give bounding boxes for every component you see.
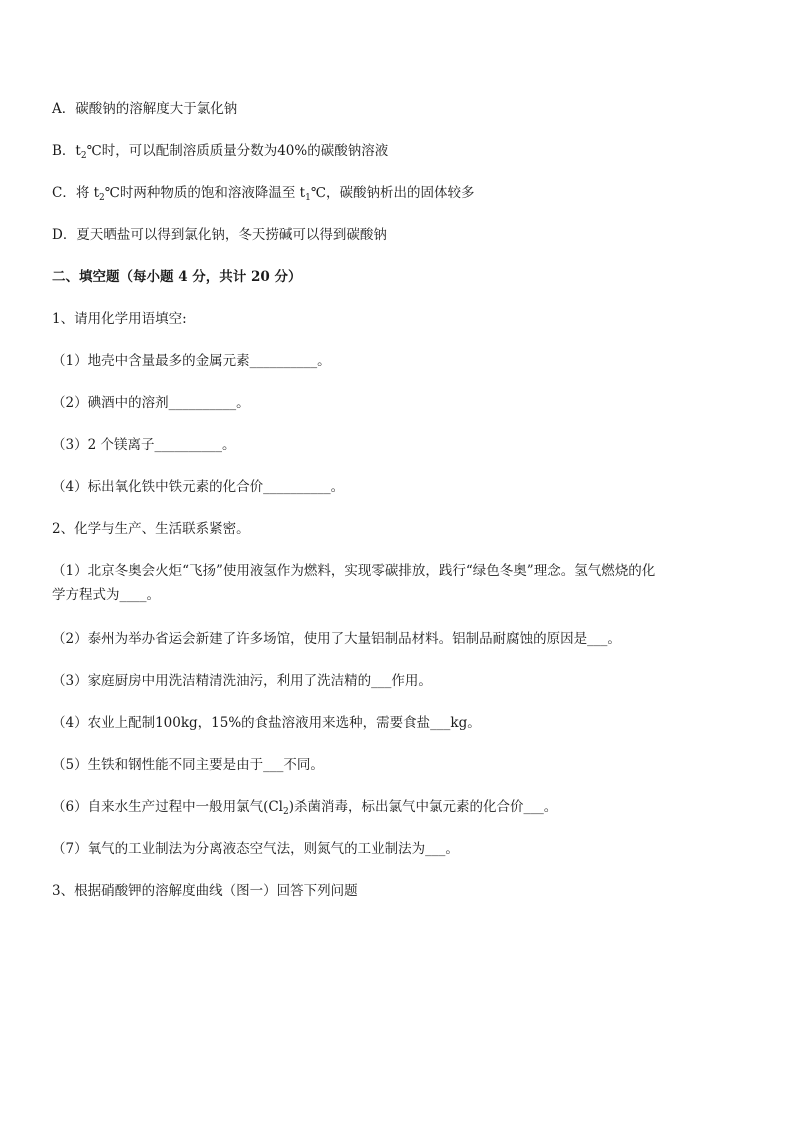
option-a: A．碳酸钠的溶解度大于氯化钠	[52, 101, 238, 117]
question-3-stem: 3、根据硝酸钾的溶解度曲线（图一）回答下列问题	[52, 883, 358, 899]
option-c	[52, 182, 754, 204]
question-2-item-1-line-2: 学方程式为____。	[52, 587, 160, 603]
option-b	[52, 140, 754, 162]
option-c-post: ℃，碳酸钠析出的固体较多	[310, 185, 475, 201]
question-2-item-6-post: )杀菌消毒，标出氯气中氯元素的化合价___。	[288, 799, 558, 815]
question-1-item-2: （2）碘酒中的溶剂__________。	[52, 395, 250, 411]
question-2-item-3: （3）家庭厨房中用洗洁精清洗油污，利用了洗洁精的___作用。	[52, 673, 432, 689]
question-2-item-5: （5）生铁和钢性能不同主要是由于___不同。	[52, 757, 324, 773]
question-1-item-3: （3）2 个镁离子__________。	[52, 437, 236, 453]
option-b-pre: B．t	[52, 143, 81, 159]
option-d: D．夏天晒盐可以得到氯化钠，冬天捞碱可以得到碳酸钠	[52, 227, 387, 243]
option-b-post: ℃时，可以配制溶质质量分数为40%的碳酸钠溶液	[86, 143, 389, 159]
option-c-pre: C．将 t	[52, 185, 100, 201]
section-2-title: 二、填空题（每小题 4 分，共计 20 分）	[52, 269, 302, 285]
option-b-sub: 2	[80, 151, 87, 161]
question-2-item-6	[52, 796, 754, 818]
question-2-item-7: （7）氧气的工业制法为分离液态空气法，则氮气的工业制法为___。	[52, 841, 459, 857]
question-1-item-4: （4）标出氧化铁中铁元素的化合价__________。	[52, 479, 345, 495]
question-2-stem: 2、化学与生产、生活联系紧密。	[52, 521, 250, 537]
question-2-item-6-sub: 2	[283, 807, 289, 817]
question-1-item-1: （1）地壳中含量最多的金属元素__________。	[52, 353, 331, 369]
question-2-item-4: （4）农业上配制100kg，15%的食盐溶液用来选种，需要食盐___kg。	[52, 715, 481, 731]
option-c-sub2: 1	[305, 193, 311, 203]
question-2-item-1-line-1: （1）北京冬奥会火炬“飞扬”使用液氢作为燃料，实现零碳排放，践行“绿色冬奥”理念。氢气燃烧的化	[52, 563, 656, 579]
question-1-stem: 1、请用化学用语填空:	[52, 311, 187, 327]
question-2-item-6-pre: （6）自来水生产过程中一般用氯气(Cl	[52, 799, 284, 815]
option-c-mid: ℃时两种物质的饱和溶液降温至 t	[104, 185, 306, 201]
question-2-item-2: （2）泰州为举办省运会新建了许多场馆，使用了大量铝制品材料。铝制品耐腐蚀的原因是___。	[52, 631, 621, 647]
option-c-sub1: 2	[99, 193, 105, 203]
